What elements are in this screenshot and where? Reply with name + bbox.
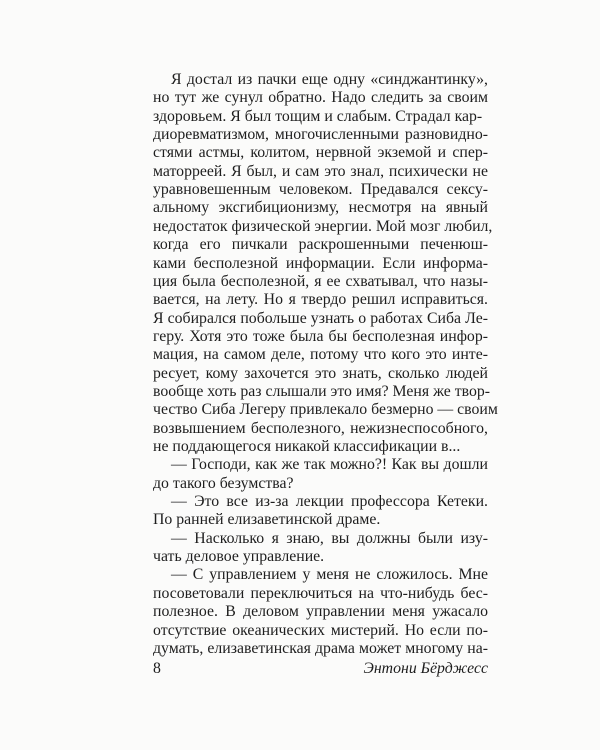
dialogue-line: — Это все из-за лекции профессора Кетеки. — [171, 493, 488, 511]
dialogue-line: — Господи, как же так можно?! Как вы дошли — [171, 456, 488, 474]
page-footer — [153, 658, 488, 680]
text-line: отсутствие океанических мистерий. Но если по- — [153, 621, 488, 639]
running-author: Энтони Бёрджесс — [363, 660, 488, 677]
dialogue-line: — Насколько я знаю, вы должны были изу- — [171, 529, 488, 547]
text-line: вается, на лету. Но я твердо решил исправиться. — [153, 291, 488, 309]
text-line: когда его пичкали раскрошенными печенюш- — [153, 236, 488, 254]
page-number: 8 — [153, 660, 161, 677]
text-line: но тут же сунул обратно. Надо следить за своим — [153, 89, 488, 107]
text-line: геру. Хотя это тоже была бы бесполезная инфор- — [153, 327, 488, 345]
text-line: недостаток физической энергии. Мой мозг любил, — [153, 217, 493, 235]
text-line: не поддающегося никакой классификации в... — [153, 438, 461, 455]
text-line: ресует, кому захочется это знать, сколько людей — [153, 364, 488, 382]
dialogue-line: — С управлением у меня не сложилось. Мне — [171, 566, 488, 584]
text-line: уравновешенным человеком. Предавался сексу- — [153, 181, 488, 199]
text-line: полезное. В деловом управлении меня ужасало — [153, 603, 488, 621]
text-line: посоветовали переключиться на что-нибудь бес- — [153, 584, 488, 602]
text-line: ками бесполезной информации. Если информа- — [153, 254, 488, 272]
text-line: чать деловое управление. — [153, 548, 325, 566]
text-line: альному эксгибиционизму, несмотря на явный — [153, 199, 488, 217]
text-line: ция была бесполезной, я ее схватывал, что назы- — [153, 272, 488, 290]
text-line: По ранней елизаветинской драме. — [153, 511, 381, 529]
text-line: диоревматизмом, многочисленными разновидно- — [153, 126, 488, 144]
text-line: до такого безумства? — [153, 474, 294, 492]
text-line: думать, елизаветинская драма может многому на- — [153, 639, 488, 657]
text-line: возвышением бесполезного, нежизнеспособного, — [153, 419, 488, 437]
text-line: стями астмы, колитом, нервной экземой и спер- — [153, 144, 488, 162]
text-line: Я достал из пачки еще одну «синджантинку», — [171, 71, 488, 88]
text-line: мация, на самом деле, потому что кого это инте- — [153, 346, 488, 364]
text-line: вообще хоть раз слышали это имя? Меня же твор- — [153, 382, 491, 400]
text-line: чество Сиба Легеру привлекало безмерно — своим — [153, 401, 498, 419]
text-line: маторреей. Я был, и сам это знал, психически не — [153, 162, 488, 180]
text-line: здоровьем. Я был тощим и слабым. Страдал кар- — [153, 107, 483, 125]
text-line: Я собирался побольше узнать о работах Сиба Ле- — [153, 309, 488, 327]
